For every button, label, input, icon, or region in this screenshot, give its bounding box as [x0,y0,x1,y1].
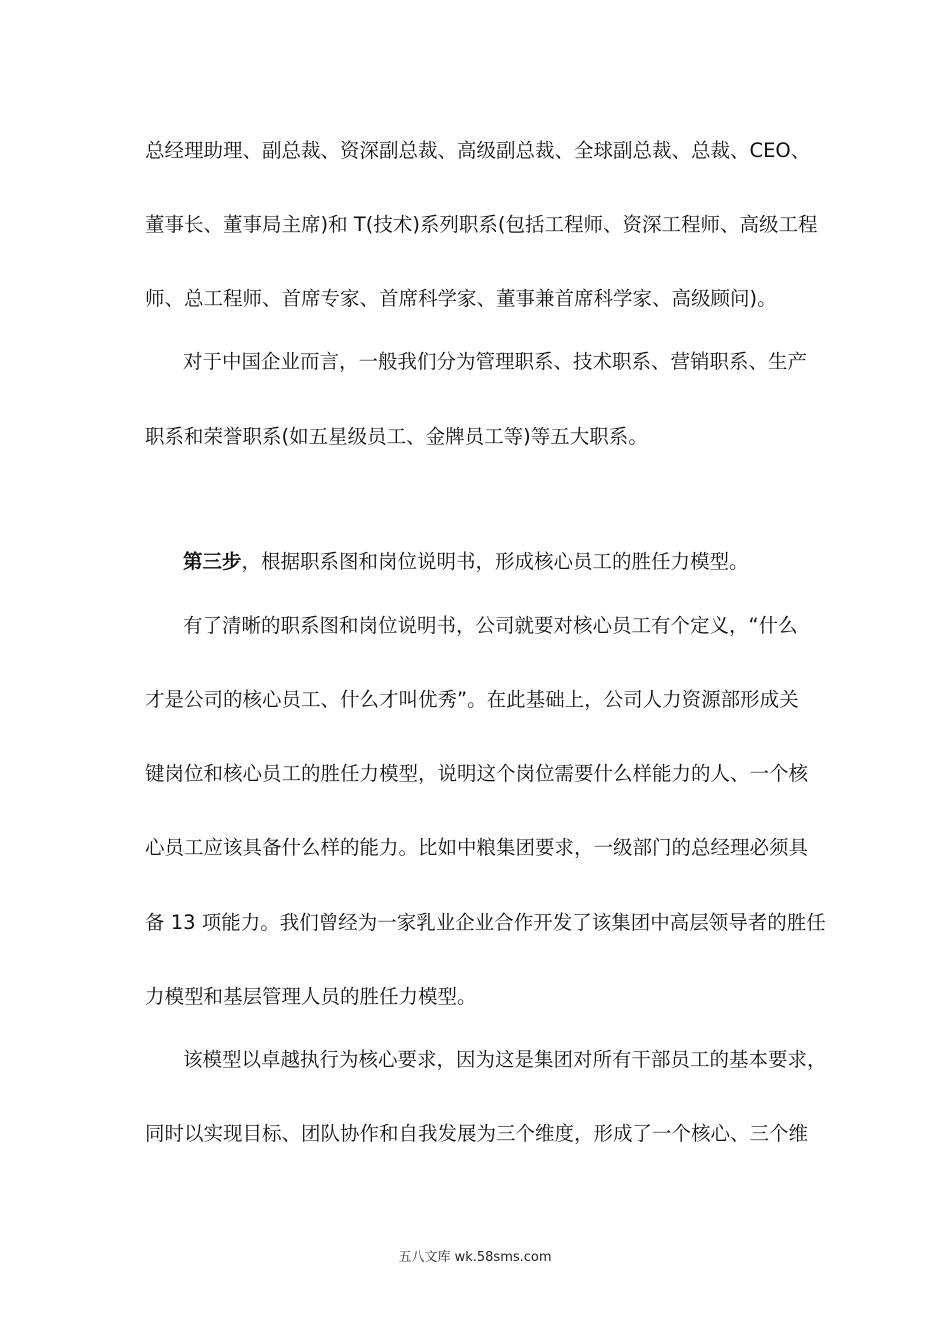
paragraph-line: 同时以实现目标、团队协作和自我发展为三个维度，形成了一个核心、三个维 [145,1122,809,1145]
paragraph-line: 总经理助理、副总裁、资深副总裁、高级副总裁、全球副总裁、总裁、CEO、 [145,139,811,162]
step-heading-text: ，根据职系图和岗位说明书，形成核心员工的胜任力模型。 [241,550,749,573]
paragraph-line: 董事长、董事局主席)和 T(技术)系列职系(包括工程师、资深工程师、高级工程 [145,213,818,236]
paragraph-line: 才是公司的核心员工、什么才叫优秀”。在此基础上，公司人力资源部形成关 [145,688,799,711]
paragraph-line: 备 13 项能力。我们曾经为一家乳业企业合作开发了该集团中高层领导者的胜任 [145,911,826,934]
paragraph-line: 键岗位和核心员工的胜任力模型，说明这个岗位需要什么样能力的人、一个核 [145,762,809,785]
paragraph-line: 对于中国企业而言，一般我们分为管理职系、技术职系、营销职系、生产 [183,350,808,373]
paragraph-line: 有了清晰的职系图和岗位说明书，公司就要对核心员工有个定义，“什么 [183,614,798,637]
paragraph-line: 力模型和基层管理人员的胜任力模型。 [145,985,477,1008]
paragraph-line: 心员工应该具备什么样的能力。比如中粮集团要求，一级部门的总经理必须具 [145,836,809,859]
paragraph-line: 职系和荣誉职系(如五星级员工、金牌员工等)等五大职系。 [145,425,648,448]
step-label: 第三步 [183,550,242,573]
paragraph-line: 该模型以卓越执行为核心要求，因为这是集团对所有干部员工的基本要求， [183,1048,827,1071]
footer-watermark: 五八文库 wk.58sms.com [398,1250,552,1265]
paragraph-line: 师、总工程师、首席专家、首席科学家、董事兼首席科学家、高级顾问)。 [145,287,777,310]
step-heading [183,548,883,576]
